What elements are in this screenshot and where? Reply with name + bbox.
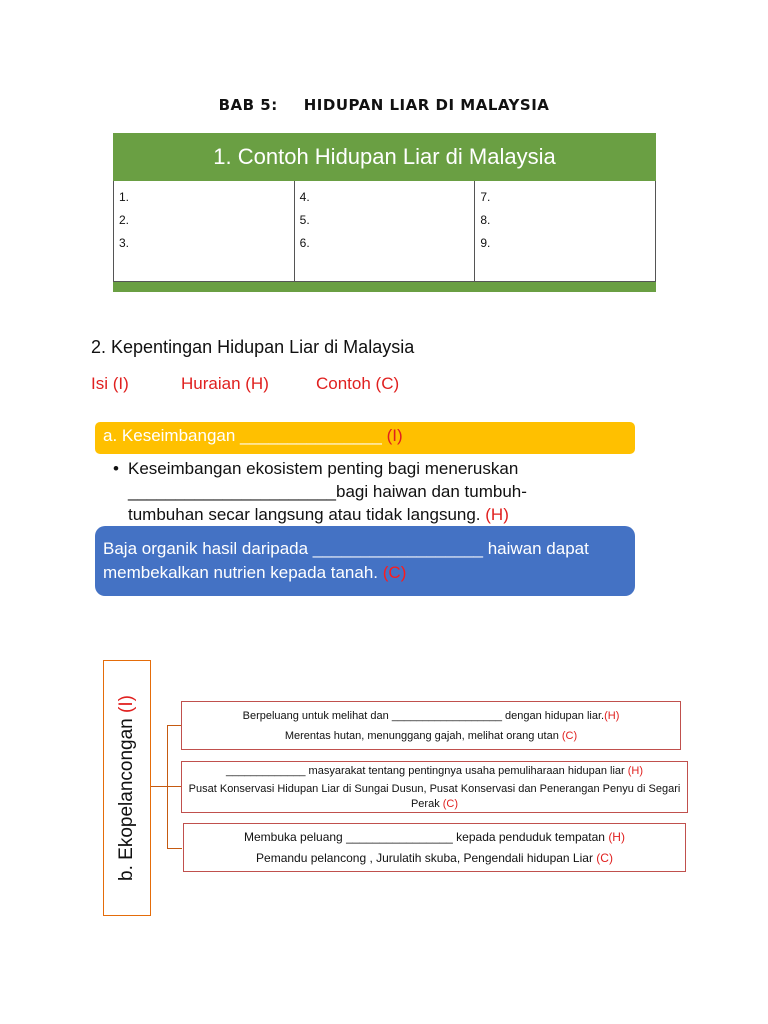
bullet-icon: • — [113, 459, 119, 478]
box-contoh-text: Pusat Konservasi Hidupan Liar di Sungai Dusun, Pusat Konservasi dan Penerangan Penyu di Segari Perak — [188, 783, 681, 810]
point-a-isi-text: a. Keseimbangan _______________ — [103, 426, 387, 445]
contoh-tag: (C) — [596, 851, 613, 865]
huraian-tag: (H) — [608, 830, 625, 844]
point-a-contoh-text: Baja organik hasil daripada __________________ haiwan dapat membekalkan nutrien kepada tanah. — [103, 539, 589, 582]
examples-table-header: 1. Contoh Hidupan Liar di Malaysia — [113, 133, 656, 181]
blank-entry[interactable]: 6. — [299, 236, 310, 250]
blank-entry[interactable]: 5. — [299, 213, 310, 227]
point-a-huraian — [113, 457, 563, 526]
blank-entry[interactable]: 7. — [480, 190, 491, 204]
point-b-box-1 — [181, 701, 681, 750]
huraian-tag: (H) — [485, 505, 509, 524]
point-a-isi — [95, 422, 635, 454]
box-huraian-text: Berpeluang untuk melihat dan __________________ dengan hidupan liar. — [242, 710, 605, 722]
blank-entry[interactable]: 1. — [119, 190, 130, 204]
blank-entry[interactable]: 3. — [119, 236, 130, 250]
box-huraian-text: Membuka peluang ________________ kepada penduduk tempatan — [244, 830, 609, 844]
contoh-tag: (C) — [442, 798, 459, 810]
section2-heading: 2. Kepentingan Hidupan Liar di Malaysia — [91, 337, 415, 357]
legend-contoh: Contoh (C) — [316, 374, 400, 393]
examples-column — [295, 181, 476, 281]
huraian-tag: (H) — [604, 710, 620, 722]
isi-tag: (I) — [116, 695, 137, 713]
examples-table-footer — [113, 282, 656, 292]
chapter-topic: HIDUPAN LIAR DI MALAYSIA — [303, 96, 550, 114]
isi-tag: (I) — [386, 426, 403, 445]
point-a-huraian-text: Keseimbangan ekosistem penting bagi meneruskan ______________________bagi haiwan dan tumbuh-tumbuhan secar langsung atau tidak langsung. — [128, 459, 527, 524]
point-b-box-3 — [183, 823, 686, 872]
contoh-tag: (C) — [561, 730, 578, 742]
examples-column — [114, 181, 295, 281]
box-huraian-text: _____________ masyarakat tentang pentingnya usaha pemuliharaan hidupan liar — [225, 765, 628, 777]
box-contoh-text: Merentas hutan, menunggang gajah, melihat orang utan — [284, 730, 562, 742]
blank-entry[interactable]: 4. — [299, 190, 310, 204]
legend-huraian: Huraian (H) — [181, 374, 269, 393]
point-b-box-2 — [181, 761, 688, 813]
connector-line — [151, 786, 167, 787]
connector-line — [167, 725, 182, 726]
point-b-isi-text: b. Ekopelancongan — [116, 712, 137, 881]
examples-column — [475, 181, 655, 281]
blank-entry[interactable]: 9. — [480, 236, 491, 250]
connector-line — [167, 848, 182, 849]
box-contoh-text: Pemandu pelancong , Jurulatih skuba, Pengendali hidupan Liar — [256, 851, 597, 865]
examples-table — [113, 133, 656, 292]
chapter-number: BAB 5: — [218, 96, 278, 114]
blank-entry[interactable]: 2. — [119, 213, 130, 227]
contoh-tag: (C) — [382, 563, 407, 582]
connector-line — [167, 786, 182, 787]
blank-entry[interactable]: 8. — [480, 213, 491, 227]
point-b-isi — [103, 660, 151, 916]
huraian-tag: (H) — [627, 765, 644, 777]
legend-isi: Isi (I) — [91, 374, 129, 393]
examples-table-grid — [113, 181, 656, 282]
page-title — [0, 96, 768, 114]
point-a-contoh — [95, 526, 635, 596]
